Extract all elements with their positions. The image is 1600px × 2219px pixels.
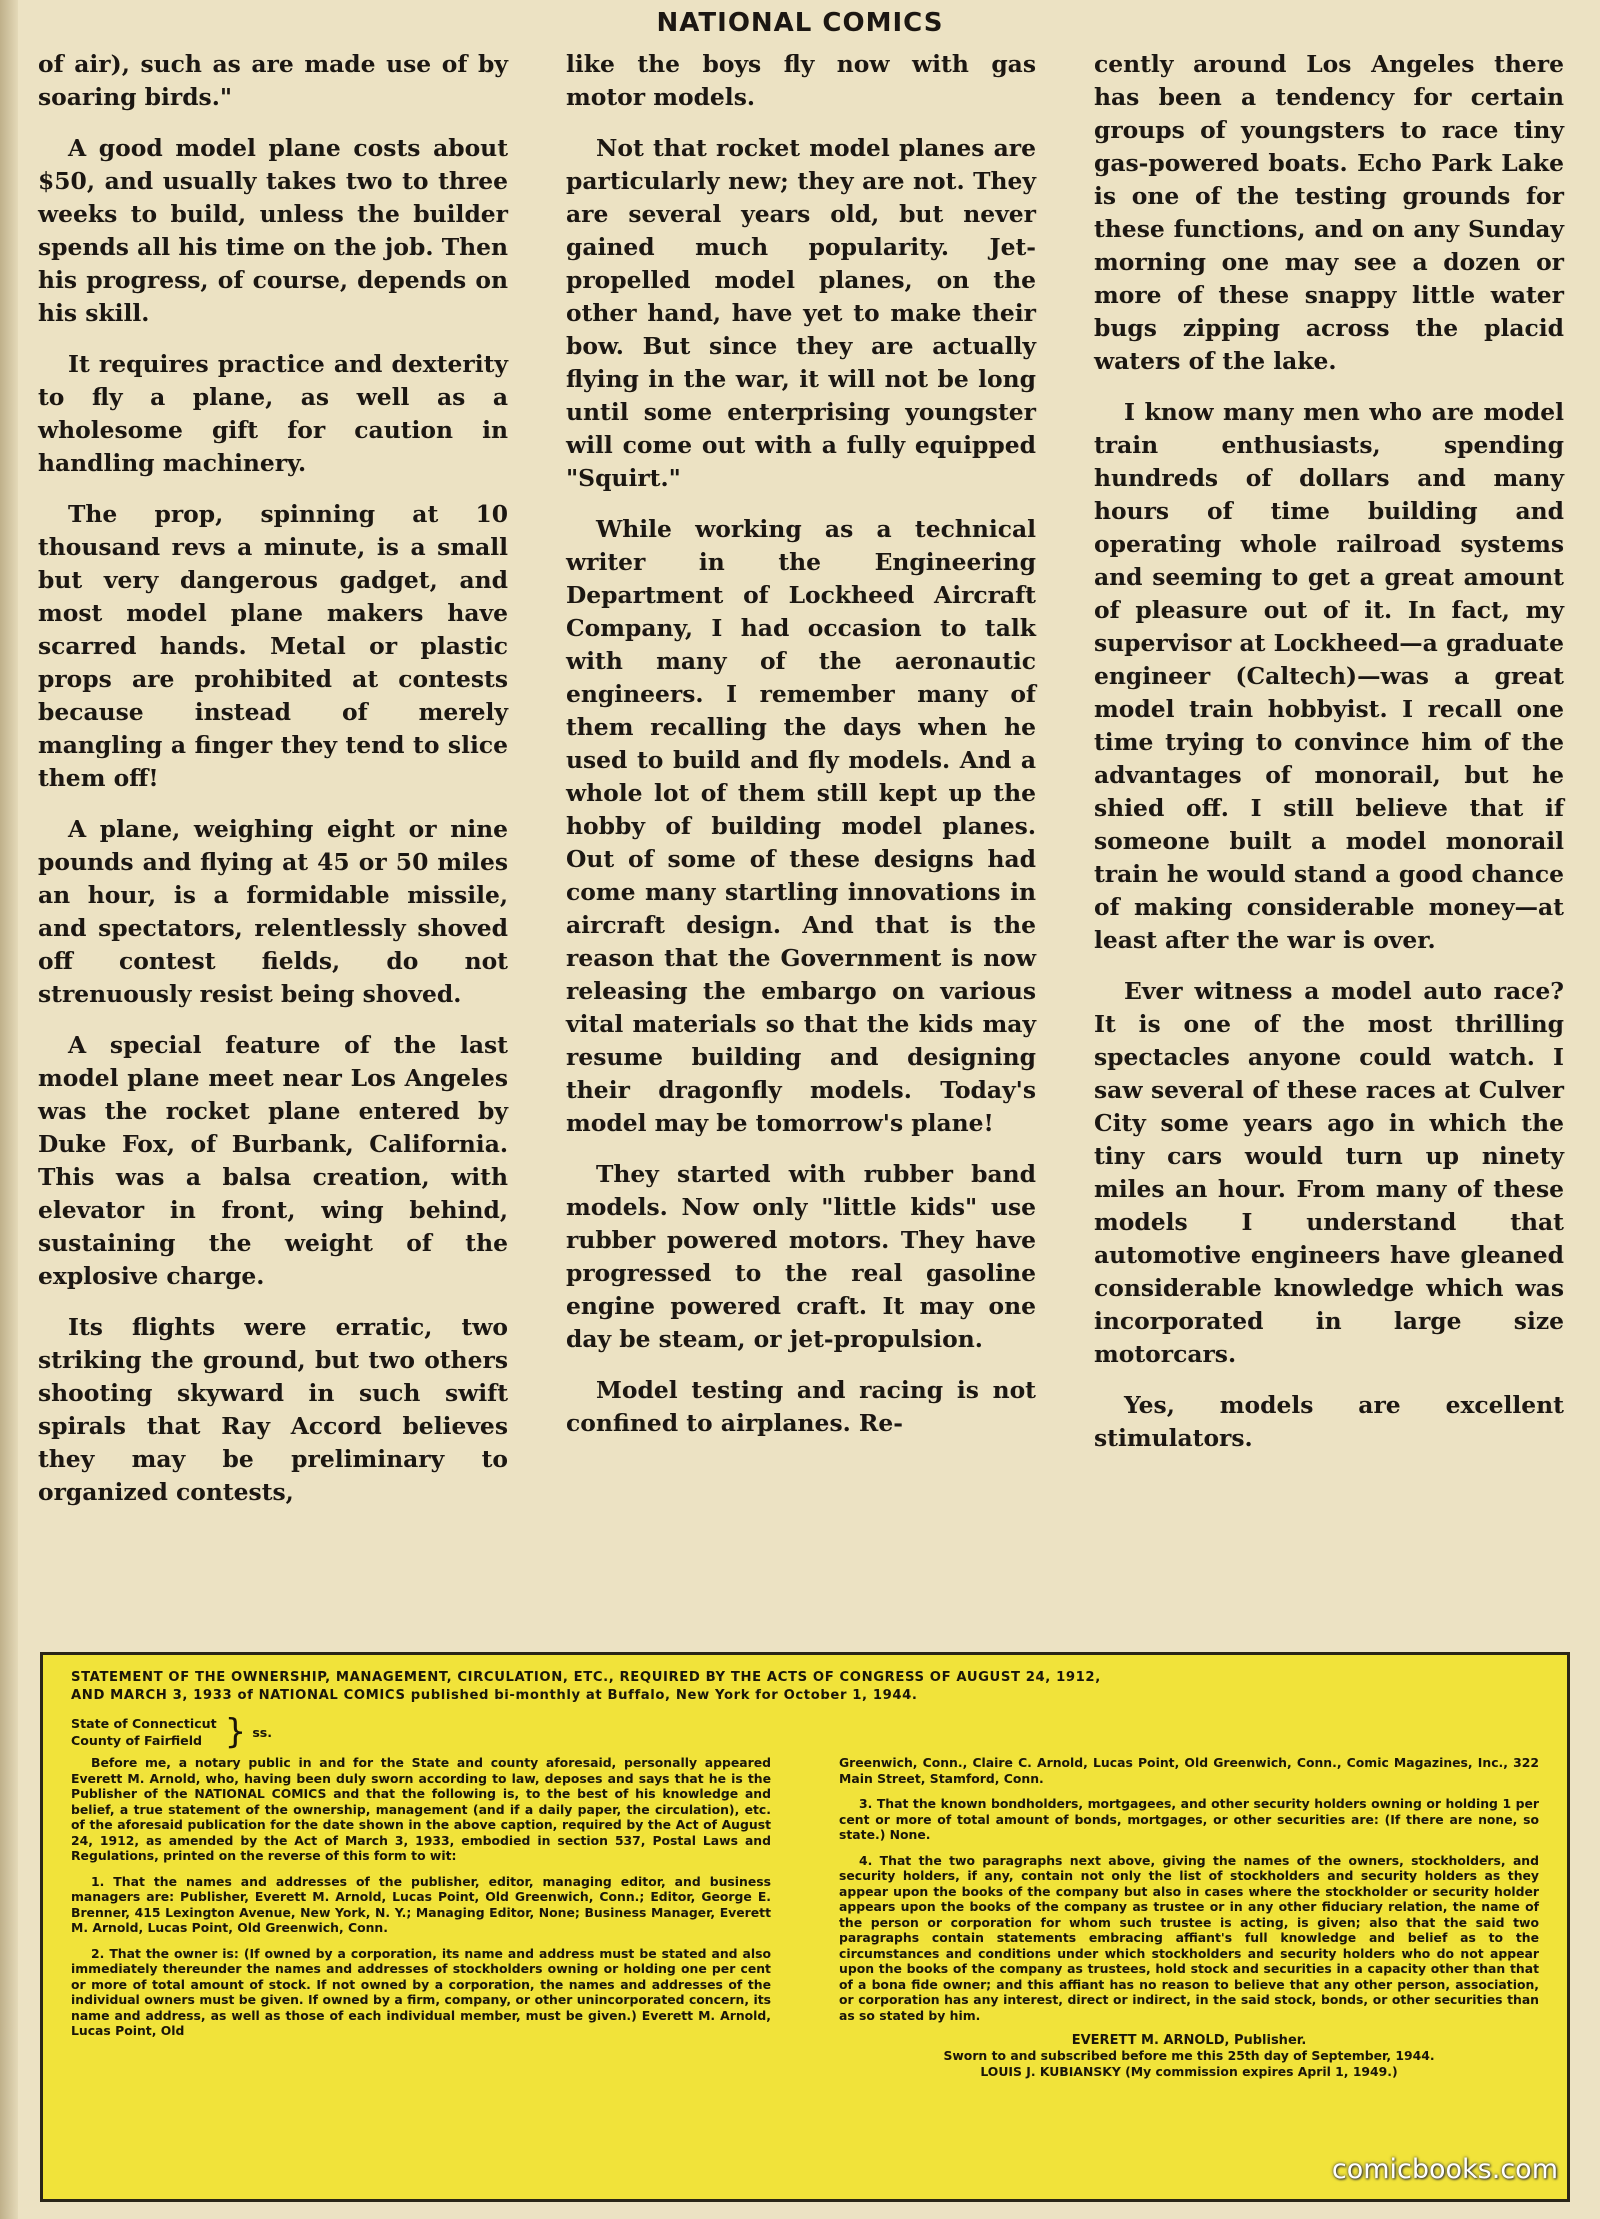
statement-paragraph: Before me, a notary public in and for the State and county aforesaid, personally appeared Everett M. Arnold, who, having been duly sworn according to law, deposes and says that he is the Publisher of the NATIONAL COMICS and that the following is, to the best of his knowledge and belief, a true statement of the ownership, management (and if a daily paper, the circulation), etc. of the aforesaid publication for the date shown in the above caption, required by the Act of August 24, 1912, as amended by the Act of March 3, 1933, embodied in section 537, Postal Laws and Regulations, printed on the reverse of this form to wit: [71,1755,771,1863]
venue-ss: ss. [252,1724,273,1740]
article-paragraph: Its flights were erratic, two striking the ground, but two others shooting skyward in such swift spirals that Ray Accord believes they may be preliminary to organized contests, [38,1313,508,1506]
article-paragraph: cently around Los Angeles there has been a tendency for certain groups of youngsters to race tiny gas-powered boats. Echo Park Lake is one of the testing grounds for these functions, and on any Sunday morning one may see a dozen or more of these snappy little water bugs zipping across the placid waters of the lake. [1094,50,1564,375]
venue-county: County of Fairfield [71,1733,203,1748]
article-columns [38,48,1564,1628]
article-paragraph: Yes, models are excellent stimulators. [1094,1391,1564,1452]
article-paragraph: A good model plane costs about $50, and usually takes two to three weeks to build, unless the builder spends all his time on the job. Then his progress, of course, depends on his skill. [38,134,508,327]
article-paragraph: I know many men who are model train enthusiasts, spending hundreds of dollars and many hours of time building and operating whole railroad systems and seeming to get a great amount of pleasure out of it. In fact, my supervisor at Lockheed—a graduate engineer (Caltech)—was a great model train hobbyist. I recall one time trying to convince him of the advantages of monorail, but he shied off. I still believe that if someone built a model monorail train he would stand a good chance of making considerable money—at least after the war is over. [1094,398,1564,954]
statement-venue [71,1712,1539,1752]
statement-paragraph: 1. That the names and addresses of the publisher, editor, managing editor, and business managers are: Publisher, Everett M. Arnold, Lucas Point, Old Greenwich, Conn.; Editor, George E. Brenner, 415 Lexington Avenue, New York, N. Y.; Managing Editor, None; Business Manager, Everett M. Arnold, Lucas Point, Old Greenwich, Conn. [71,1873,771,1935]
article-column-2 [566,48,1036,1628]
statement-title-line-2: AND MARCH 3, 1933 of NATIONAL COMICS published bi-monthly at Buffalo, New York for October 1, 1944. [71,1688,918,1703]
article-paragraph: A special feature of the last model plane meet near Los Angeles was the rocket plane entered by Duke Fox, of Burbank, California. This was a balsa creation, with elevator in front, wing behind, sustaining the weight of the explosive charge. [38,1031,508,1290]
article-paragraph: Model testing and racing is not confined to airplanes. Re- [566,1376,1036,1437]
statement-notary-line: LOUIS J. KUBIANSKY (My commission expires April 1, 1949.) [980,2064,1398,2079]
statement-column-right [839,1755,1539,2080]
ownership-statement-box [40,1652,1570,2202]
statement-signature: EVERETT M. ARNOLD, Publisher. [1071,2033,1307,2048]
statement-paragraph: Greenwich, Conn., Claire C. Arnold, Lucas Point, Old Greenwich, Conn., Comic Magazines, Inc., 322 Main Street, Stamford, Conn. [839,1755,1539,1786]
article-paragraph: It requires practice and dexterity to fly a plane, as well as a wholesome gift for caution in handling machinery. [38,350,508,477]
statement-paragraph: 4. That the two paragraphs next above, giving the names of the owners, stockholders, and security holders, if any, contain not only the list of stockholders and security holders as they appear upon the books of the company but also in cases where the stockholder or security holder appears upon the books of the company as trustee or in any other fiduciary relation, the name of the person or corporation for whom such trustee is acting, is given; also that the said two paragraphs contain statements embracing affiant's full knowledge and belief as to the circumstances and conditions under which stockholders and security holders who do not appear upon the books of the company as trustees, hold stock and securities in a capacity other than that of a bona fide owner; and this affiant has no reason to believe that any other person, association, or corporation has any interest, direct or indirect, in the said stock, bonds, or other securities than as so stated by him. [839,1852,1539,2023]
statement-paragraph: 2. That the owner is: (If owned by a corporation, its name and address must be stated and also immediately thereunder the names and addresses of stockholders owning or holding one per cent or more of total amount of stock. If not owned by a corporation, the names and addresses of the individual owners must be given. If owned by a firm, company, or other unincorporated concern, its name and address, as well as those of each individual member, must be given.) Everett M. Arnold, Lucas Point, Old [71,1945,771,2038]
venue-state: State of Connecticut [71,1716,217,1731]
article-paragraph: A plane, weighing eight or nine pounds and flying at 45 or 50 miles an hour, is a formidable missile, and spectators, relentlessly shoved off contest fields, do not strenuously resist being shoved. [38,815,508,1008]
statement-column-left [71,1755,771,2080]
article-paragraph: While working as a technical writer in the Engineering Department of Lockheed Aircraft Company, I had occasion to talk with many of the aeronautic engineers. I remember many of them recalling the days when he used to build and fly models. And a whole lot of them still kept up the hobby of building model planes. Out of some of these designs had come many startling innovations in aircraft design. And that is the reason that the Government is now releasing the embargo on various vital materials so that the kids may resume building and designing their dragonfly models. Today's model may be tomorrow's plane! [566,515,1036,1137]
article-column-1 [38,48,508,1628]
statement-paragraph: 3. That the known bondholders, mortgagees, and other security holders owning or holding 1 per cent or more of total amount of bonds, mortgages, or other securities are: (If there are none, so state.) None. [839,1796,1539,1842]
site-watermark: comicbooks.com [1331,2154,1558,2185]
article-paragraph: They started with rubber band models. Now only "little kids" use rubber powered motors. They have progressed to the real gasoline engine powered craft. It may one day be steam, or jet-propulsion. [566,1160,1036,1353]
article-paragraph: Not that rocket model planes are particularly new; they are not. They are several years old, but never gained much popularity. Jet-propelled model planes, on the other hand, have yet to make their bow. But since they are actually flying in the war, it will not be long until some enterprising youngster will come out with a fully equipped "Squirt." [566,134,1036,492]
statement-title-line-1: STATEMENT OF THE OWNERSHIP, MANAGEMENT, CIRCULATION, ETC., REQUIRED BY THE ACTS OF CONGRESS OF AUGUST 24, 1912, [71,1670,1101,1685]
brace-glyph: } [224,1712,247,1752]
statement-body [71,1755,1539,2080]
statement-sworn-line: Sworn to and subscribed before me this 25th day of September, 1944. [943,2048,1435,2063]
page-spine-shadow [0,0,18,2219]
article-paragraph: of air), such as are made use of by soaring birds." [38,50,508,111]
article-paragraph: Ever witness a model auto race? It is one of the most thrilling spectacles anyone could watch. I saw several of these races at Culver City some years ago in which the tiny cars would turn up ninety miles an hour. From many of these models I understand that automotive engineers have gleaned considerable knowledge which was incorporated in large size motorcars. [1094,977,1564,1368]
article-paragraph: like the boys fly now with gas motor models. [566,50,1036,111]
page-header: NATIONAL COMICS [656,8,944,38]
article-column-3 [1094,48,1564,1628]
article-paragraph: The prop, spinning at 10 thousand revs a minute, is a small but very dangerous gadget, and most model plane makers have scarred hands. Metal or plastic props are prohibited at contests because instead of merely mangling a finger they tend to slice them off! [38,500,508,792]
